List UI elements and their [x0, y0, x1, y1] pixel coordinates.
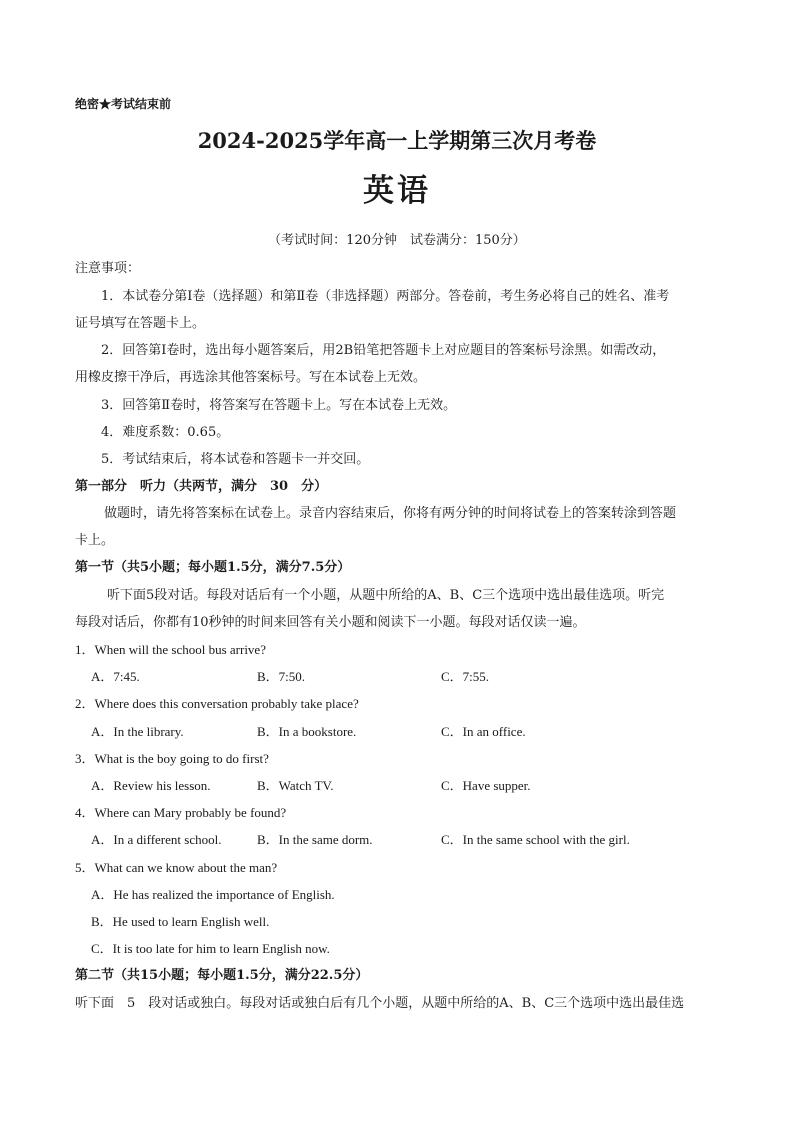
- notice-heading: 注意事项：: [75, 261, 141, 276]
- question-2-option-b: B．In a bookstore.: [257, 724, 357, 739]
- part1-heading: 第一部分 听力（共两节，满分 30 分）: [75, 479, 328, 494]
- question-1-option-b: B．7:50.: [257, 669, 306, 684]
- part1-intro-cont: 卡上。: [75, 533, 115, 548]
- question-5-option-a: A．He has realized the importance of English.: [91, 887, 335, 902]
- question-5-option-c: C．It is too late for him to learn English now.: [91, 941, 330, 956]
- question-2-option-a: A．In the library.: [91, 724, 184, 739]
- section2-intro: 听下面 5 段对话或独白。每段对话或独白后有几个小题，从题中所给的A、B、C三个选项中选出最佳选: [75, 996, 685, 1011]
- notice-item-5: 5．考试结束后，将本试卷和答题卡一并交回。: [101, 452, 370, 467]
- notice-item-3: 3．回答第Ⅱ卷时，将答案写在答题卡上。写在本试卷上无效。: [101, 398, 457, 413]
- section2-heading: 第二节（共15小题；每小题1.5分，满分22.5分）: [75, 968, 369, 983]
- section1-intro: 听下面5段对话。每段对话后有一个小题，从题中所给的A、B、C三个选项中选出最佳选项。听完: [107, 588, 665, 603]
- question-3-option-b: B．Watch TV.: [257, 778, 334, 793]
- question-5-option-b: B．He used to learn English well.: [91, 914, 270, 929]
- notice-item-2-cont: 用橡皮擦干净后，再选涂其他答案标号。写在本试卷上无效。: [75, 370, 427, 385]
- exam-time-info: （考试时间：120分钟 试卷满分：150分）: [268, 233, 526, 248]
- question-4-option-b: B．In the same dorm.: [257, 832, 373, 847]
- question-4-option-c: C．In the same school with the girl.: [441, 832, 630, 847]
- exam-title: 2024-2025学年高一上学期第三次月考卷: [197, 128, 597, 153]
- question-3-option-c: C．Have supper.: [441, 778, 531, 793]
- question-2-stem: 2．Where does this conversation probably take place?: [75, 696, 359, 711]
- confidential-label: 绝密★考试结束前: [75, 97, 172, 111]
- notice-item-4: 4．难度系数：0.65。: [101, 425, 230, 440]
- question-1-option-a: A．7:45.: [91, 669, 140, 684]
- question-3-option-a: A．Review his lesson.: [91, 778, 211, 793]
- notice-item-1: 1．本试卷分第Ⅰ卷（选择题）和第Ⅱ卷（非选择题）两部分。答卷前，考生务必将自己的姓名、准考: [101, 289, 670, 304]
- question-4-stem: 4．Where can Mary probably be found?: [75, 805, 287, 820]
- subject-title: 英语: [363, 173, 431, 209]
- notice-item-2: 2．回答第Ⅰ卷时，选出每小题答案后，用2B铅笔把答题卡上对应题目的答案标号涂黑。如需改动，: [101, 343, 666, 358]
- notice-item-1-cont: 证号填写在答题卡上。: [75, 316, 206, 331]
- question-5-stem: 5．What can we know about the man?: [75, 860, 278, 875]
- question-2-option-c: C．In an office.: [441, 724, 526, 739]
- section1-heading: 第一节（共5小题；每小题1.5分，满分7.5分）: [75, 560, 351, 575]
- question-4-option-a: A．In a different school.: [91, 832, 222, 847]
- question-1-stem: 1．When will the school bus arrive?: [75, 642, 266, 657]
- question-1-option-c: C．7:55.: [441, 669, 490, 684]
- question-3-stem: 3．What is the boy going to do first?: [75, 751, 269, 766]
- section1-intro-cont: 每段对话后，你都有10秒钟的时间来回答有关小题和阅读下一小题。每段对话仅读一遍。: [75, 615, 586, 630]
- part1-intro: 做题时，请先将答案标在试卷上。录音内容结束后，你将有两分钟的时间将试卷上的答案转涂到答题: [104, 506, 677, 521]
